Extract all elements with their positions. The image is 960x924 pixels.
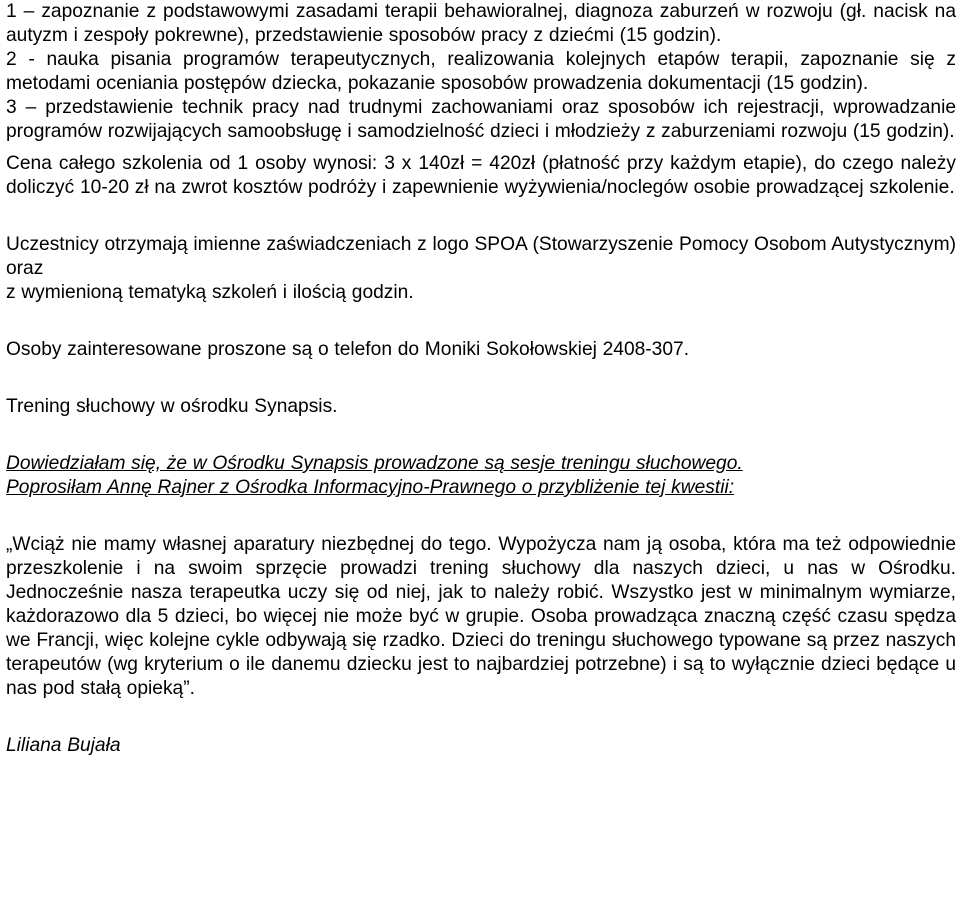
contact-paragraph: Osoby zainteresowane proszone są o telefon do Moniki Sokołowskiej 2408-307.: [6, 339, 690, 360]
participants-line-2: z wymienioną tematyką szkoleń i ilością godzin.: [6, 282, 414, 303]
quote-paragraph: „Wciąż nie mamy własnej aparatury niezbędnej do tego. Wypożycza nam ją osoba, która ma też odpowiednie przeszkolenie i na swoim sprzęcie prowadzi trening słuchowy dla naszych dzieci, u nas w Ośrodku. Jednocześnie nasza terapeutka uczy się od niej, jak to należy robić. Wszystko jest w minimalnym wymiarze, każdorazowo dla 5 dzieci, bo więcej nie może być w grupie. Osoba prowadząca znaczną część czasu spędza we Francji, więc kolejne cykle odbywają się rzadko. Dzieci do treningu słuchowego typowane są przez naszych terapeutów (wg kryterium o ile danemu dziecku jest to najbardziej potrzebne) i są to wyłącznie dzieci będące u nas pod stałą opieką”.: [6, 534, 956, 699]
training-item-3: 3 – przedstawienie technik pracy nad trudnymi zachowaniami oraz sposobów ich rejestracji, wprowadzanie programów rozwijających samoobsługę i samodzielność dzieci i młodzieży z zaburzeniami rozwoju (15 godzin).: [6, 97, 956, 142]
author-signature: Liliana Bujała: [6, 735, 121, 756]
participants-paragraph: [6, 233, 956, 305]
participants-line-1: Uczestnicy otrzymają imienne zaświadczeniach z logo SPOA (Stowarzyszenie Pomocy Osobom Autystycznym) oraz: [6, 234, 956, 279]
training-item-2: 2 - nauka pisania programów terapeutycznych, realizowania kolejnych etapów terapii, zapoznanie się z metodami oceniania postępów dziecka, pokazanie sposobów prowadzenia dokumentacji (15 godzin).: [6, 49, 956, 94]
intro-line-1: Dowiedziałam się, że w Ośrodku Synapsis prowadzone są sesje treningu słuchowego.: [6, 453, 743, 474]
section-title: Trening słuchowy w ośrodku Synapsis.: [6, 396, 338, 417]
document-page: [6, 0, 956, 758]
price-paragraph: Cena całego szkolenia od 1 osoby wynosi: 3 x 140zł = 420zł (płatność przy każdym etapie), do czego należy doliczyć 10-20 zł na zwrot kosztów podróży i zapewnienie wyżywienia/noclegów osobie prowadzącej szkolenie.: [6, 153, 956, 198]
training-item-1: 1 – zapoznanie z podstawowymi zasadami terapii behawioralnej, diagnoza zaburzeń w rozwoju (gł. nacisk na autyzm i zespoły pokrewne), przedstawienie sposobów pracy z dziećmi (15 godzin).: [6, 1, 956, 46]
intro-paragraph: [6, 452, 956, 500]
intro-line-2: Poprosiłam Annę Rajner z Ośrodka Informacyjno-Prawnego o przybliżenie tej kwestii:: [6, 477, 735, 498]
